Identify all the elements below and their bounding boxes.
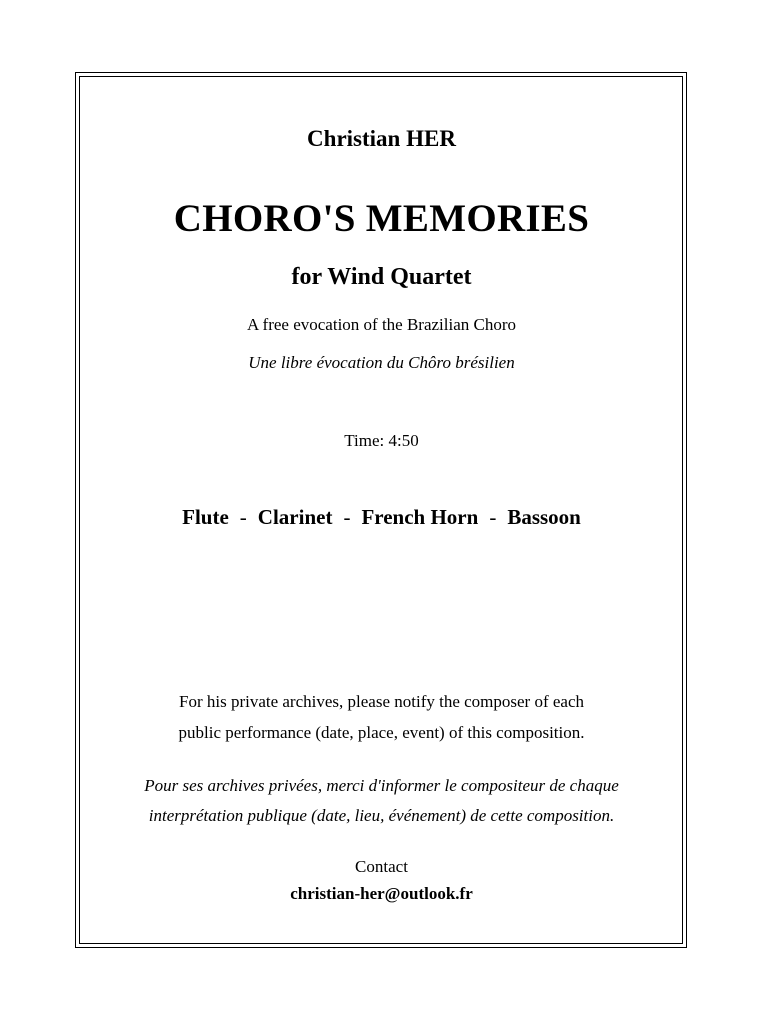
contact-label: Contact [355, 857, 408, 876]
instrument-separator: - [489, 505, 497, 529]
page-title: CHORO'S MEMORIES [173, 197, 590, 240]
notice-english-line-2: public performance (date, place, event) of this composition. [178, 723, 585, 742]
notice-french-line-1: Pour ses archives privées, merci d'informer le compositeur de chaque [144, 776, 619, 795]
notice-english-line-1: For his private archives, please notify the composer of each [178, 692, 585, 711]
description-french: Une libre évocation du Chôro brésilien [248, 353, 515, 372]
instrument-separator: - [239, 505, 247, 529]
description-english: A free evocation of the Brazilian Choro [246, 315, 517, 334]
instrument-french-horn: French Horn [361, 505, 479, 529]
instrument-flute: Flute [182, 505, 229, 529]
instrument-bassoon: Bassoon [507, 505, 581, 529]
instrument-separator: - [343, 505, 351, 529]
contact-email: christian-her@outlook.fr [290, 884, 473, 903]
instrument-clarinet: Clarinet [257, 505, 333, 529]
subtitle: for Wind Quartet [291, 264, 472, 290]
duration: Time: 4:50 [344, 431, 419, 450]
composer-name: Christian HER [307, 126, 456, 151]
notice-french-line-2: interprétation publique (date, lieu, événement) de cette composition. [148, 806, 615, 825]
instrument-list [79, 505, 684, 530]
